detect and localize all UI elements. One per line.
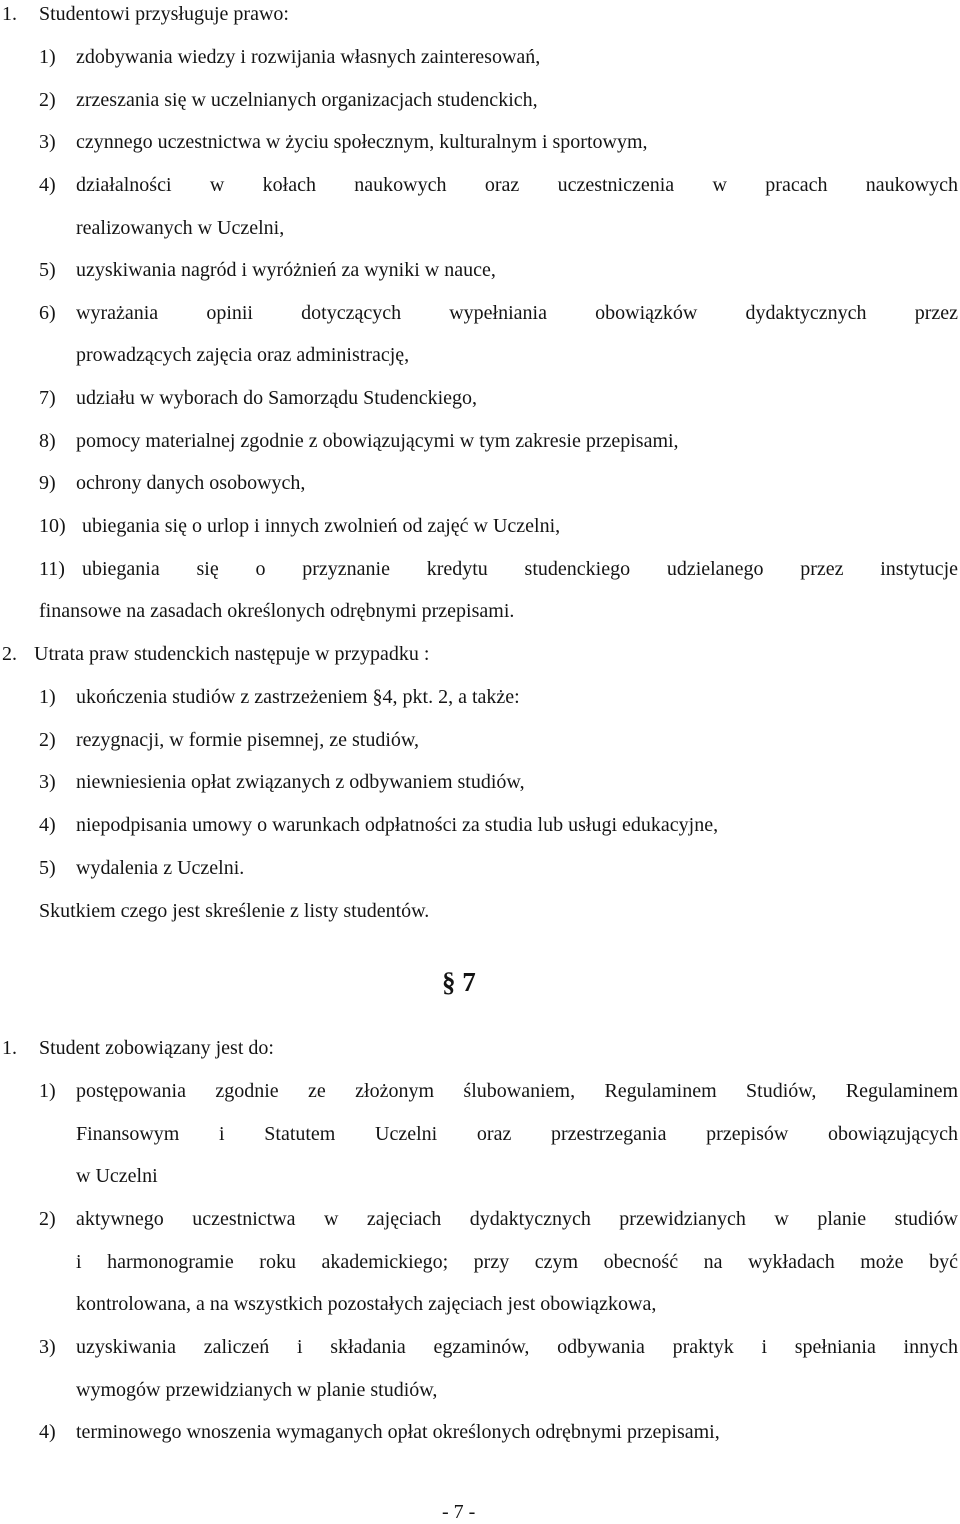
list-item-number: 1)	[39, 1080, 56, 1102]
section-title: Utrata praw studenckich następuje w przypadku :	[34, 643, 430, 665]
list-item-continuation: finansowe na zasadach określonych odrębnymi przepisami.	[39, 600, 515, 622]
list-item: ubiegania się o przyznanie kredytu studenckiego udzielanego przez instytucje	[82, 558, 958, 580]
list-item-number: 6)	[39, 302, 56, 324]
list-item-number: 3)	[39, 131, 56, 153]
section-number: 1.	[2, 3, 17, 25]
list-item-continuation: i harmonogramie roku akademickiego; przy czym obecność na wykładach może być	[76, 1251, 958, 1273]
list-item-number: 2)	[39, 1208, 56, 1230]
list-item: niepodpisania umowy o warunkach odpłatności za studia lub usługi edukacyjne,	[76, 814, 719, 836]
list-item: pomocy materialnej zgodnie z obowiązującymi w tym zakresie przepisami,	[76, 430, 679, 452]
list-item: aktywnego uczestnictwa w zajęciach dydaktycznych przewidzianych w planie studiów	[76, 1208, 958, 1230]
list-item: czynnego uczestnictwa w życiu społecznym, kulturalnym i sportowym,	[76, 131, 648, 153]
list-item: niewniesienia opłat związanych z odbywaniem studiów,	[76, 771, 525, 793]
list-item: ukończenia studiów z zastrzeżeniem §4, pkt. 2, a także:	[76, 686, 520, 708]
closing-note: Skutkiem czego jest skreślenie z listy studentów.	[39, 900, 430, 922]
list-item-number: 2)	[39, 89, 56, 111]
list-item: działalności w kołach naukowych oraz uczestniczenia w pracach naukowych	[76, 174, 958, 196]
section-number: 2.	[2, 643, 17, 665]
list-item-number: 4)	[39, 174, 56, 196]
list-item-number: 2)	[39, 729, 56, 751]
list-item: uzyskiwania zaliczeń i składania egzaminów, odbywania praktyk i spełniania innych	[76, 1336, 958, 1358]
list-item-number: 5)	[39, 857, 56, 879]
list-item-continuation: wymogów przewidzianych w planie studiów,	[76, 1379, 438, 1401]
list-item: udziału w wyborach do Samorządu Studenckiego,	[76, 387, 478, 409]
list-item: ubiegania się o urlop i innych zwolnień od zajęć w Uczelni,	[82, 515, 561, 537]
list-item-number: 4)	[39, 814, 56, 836]
list-item-continuation: w Uczelni	[76, 1165, 158, 1187]
list-item-number: 8)	[39, 430, 56, 452]
list-item-number: 4)	[39, 1421, 56, 1443]
list-item: wyrażania opinii dotyczących wypełniania obowiązków dydaktycznych przez	[76, 302, 958, 324]
list-item-continuation: kontrolowana, a na wszystkich pozostałych zajęciach jest obowiązkowa,	[76, 1293, 657, 1315]
paragraph-heading: § 7	[442, 967, 476, 997]
list-item-continuation: prowadzących zajęcia oraz administrację,	[76, 344, 410, 366]
list-item-number: 3)	[39, 771, 56, 793]
list-item: zrzeszania się w uczelnianych organizacjach studenckich,	[76, 89, 538, 111]
list-item: zdobywania wiedzy i rozwijania własnych zainteresowań,	[76, 46, 541, 68]
list-item-number: 9)	[39, 472, 56, 494]
list-item-number: 10)	[39, 515, 66, 537]
list-item: uzyskiwania nagród i wyróżnień za wyniki w nauce,	[76, 259, 496, 281]
list-item-number: 3)	[39, 1336, 56, 1358]
section-title: Studentowi przysługuje prawo:	[39, 3, 289, 25]
page-number: - 7 -	[442, 1501, 476, 1523]
section-number: 1.	[2, 1037, 17, 1059]
list-item-number: 11)	[39, 558, 65, 580]
list-item: rezygnacji, w formie pisemnej, ze studiów,	[76, 729, 420, 751]
list-item-number: 7)	[39, 387, 56, 409]
list-item-number: 5)	[39, 259, 56, 281]
section-title: Student zobowiązany jest do:	[39, 1037, 274, 1059]
list-item: wydalenia z Uczelni.	[76, 857, 245, 879]
list-item-number: 1)	[39, 686, 56, 708]
list-item-number: 1)	[39, 46, 56, 68]
list-item-continuation: realizowanych w Uczelni,	[76, 217, 285, 239]
list-item: postępowania zgodnie ze złożonym ślubowaniem, Regulaminem Studiów, Regulaminem	[76, 1080, 958, 1102]
list-item-continuation: Finansowym i Statutem Uczelni oraz przestrzegania przepisów obowiązujących	[76, 1123, 958, 1145]
list-item: ochrony danych osobowych,	[76, 472, 306, 494]
list-item: terminowego wnoszenia wymaganych opłat określonych odrębnymi przepisami,	[76, 1421, 720, 1443]
